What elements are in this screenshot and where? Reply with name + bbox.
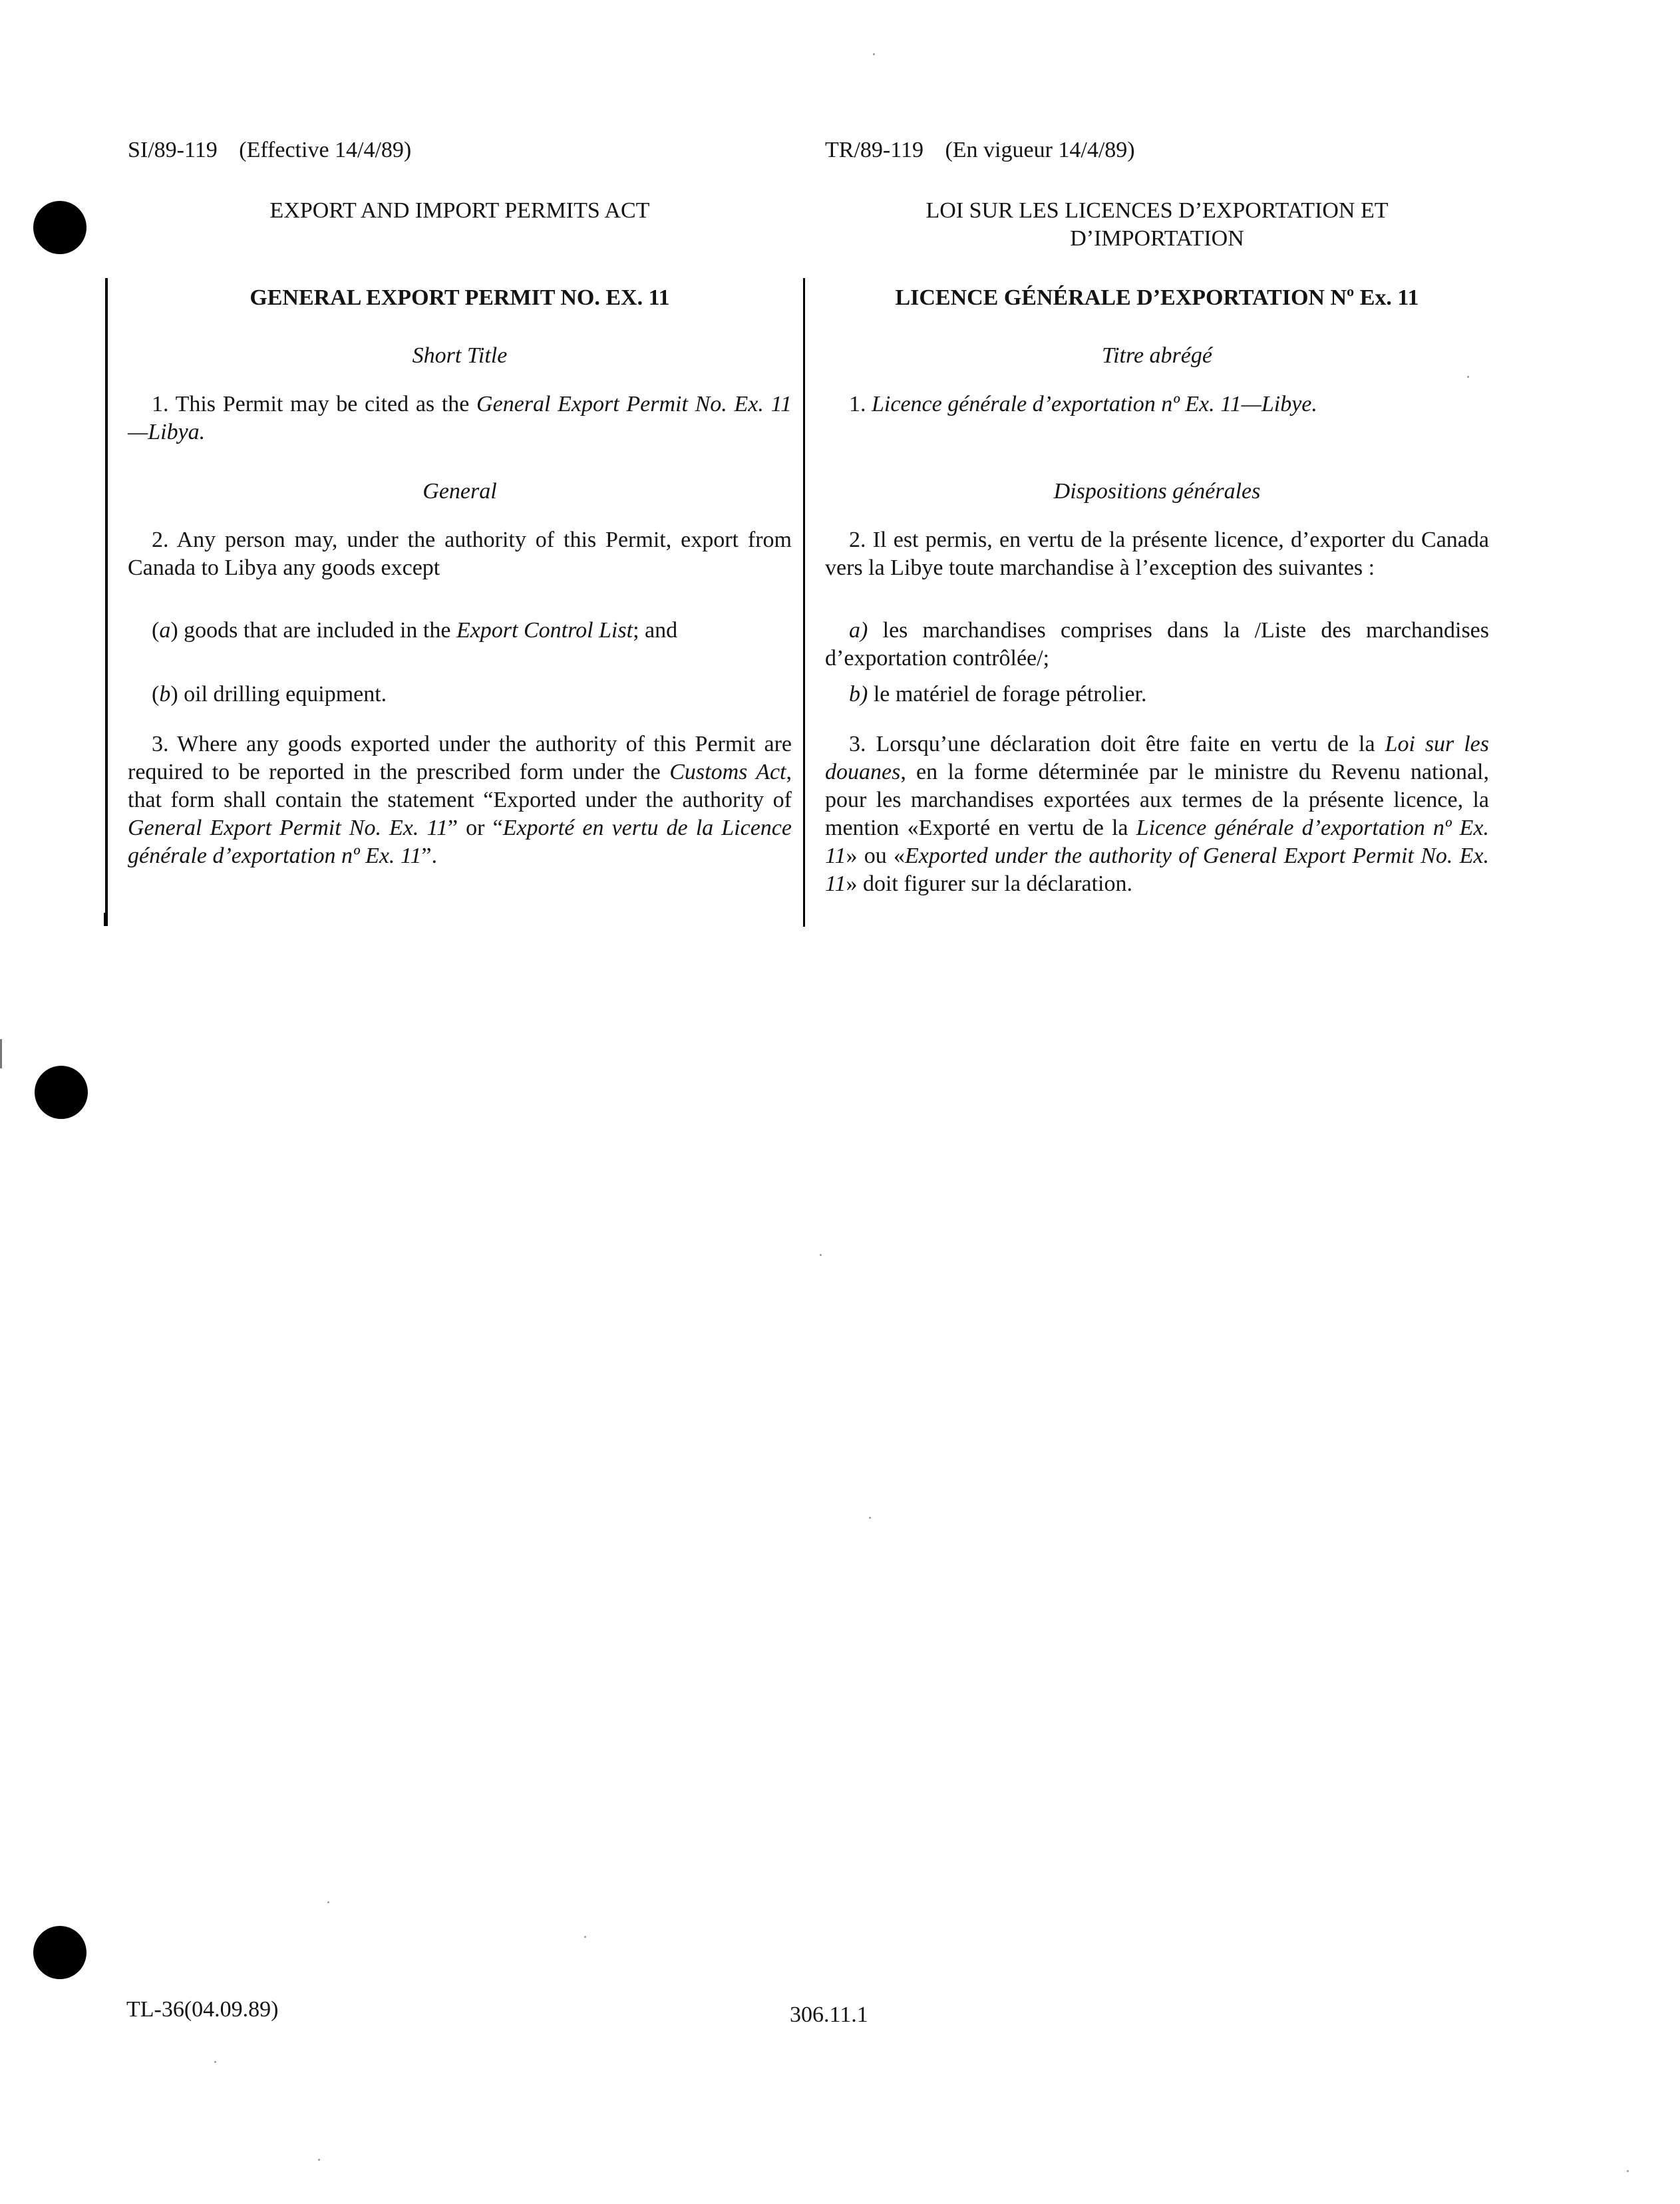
scan-speck (214, 2061, 216, 2063)
scan-speck (1467, 376, 1469, 378)
right-s3-english: Exported under the authority of General Export Permit No. Ex. 11 (825, 844, 1489, 896)
right-section-2b (825, 681, 1489, 708)
right-s1-citation: Licence générale d’exportation nº Ex. 11—Libye. (872, 392, 1317, 416)
left-s2a-list: Export Control List (456, 618, 633, 643)
left-citation: SI/89-119 (128, 138, 218, 162)
right-s2a-label: a) (849, 618, 868, 643)
right-s2b-label: b) (849, 682, 868, 707)
punch-hole-middle (35, 1066, 88, 1119)
left-s2a-text: goods that are included in the (178, 618, 456, 643)
punch-hole-bottom (33, 1926, 86, 1979)
left-section-1 (128, 391, 792, 446)
left-permit-title: GENERAL EXPORT PERMIT NO. EX. 11 (250, 285, 670, 310)
left-s2a-end: ; and (633, 618, 678, 643)
left-general-heading: General (422, 479, 497, 504)
column-divider (803, 278, 805, 927)
right-short-title-heading: Titre abrégé (1102, 343, 1212, 368)
left-s2b-letter: b (159, 682, 171, 707)
left-s3-end: ”. (421, 844, 437, 868)
footer-transmittal: TL-36(04.09.89) (126, 1997, 279, 2022)
right-permit-title: LICENCE GÉNÉRALE D’EXPORTATION Nº Ex. 11 (895, 285, 1419, 310)
right-s3-text-2: , en la forme déterminée par le ministre du Revenu national, pour les marchandises exportées aux termes de la présente licence, la mention «Exporté en vertu de la (825, 760, 1489, 840)
left-section-2a (128, 617, 792, 645)
right-section-2a (825, 617, 1489, 673)
right-citation: TR/89-119 (825, 138, 924, 162)
left-section-2b (128, 681, 792, 708)
left-s2a-letter: a (159, 618, 171, 643)
left-s2b-text: oil drilling equipment. (178, 682, 387, 707)
right-act-title (825, 197, 1489, 253)
left-s3-act: Customs Act (669, 760, 786, 784)
edge-mark (0, 1039, 2, 1068)
left-citation-line (128, 136, 793, 164)
right-section-3 (825, 730, 1489, 898)
punch-hole-top (33, 201, 86, 254)
right-s3-end: » doit figurer sur la déclaration. (846, 871, 1132, 896)
left-s1-text: 1. This Permit may be cited as the (152, 392, 477, 416)
scan-speck (318, 2159, 320, 2161)
right-section-1 (825, 391, 1489, 418)
left-section-2: 2. Any person may, under the authority of this Permit, export from Canada to Libya any goods except (128, 528, 792, 580)
left-change-bar-tick (104, 913, 108, 926)
scan-speck (820, 1254, 822, 1256)
right-act-title-line-1: LOI SUR LES LICENCES D’EXPORTATION ET (925, 198, 1389, 223)
scan-speck (1627, 2170, 1629, 2172)
right-effective-date: (En vigueur 14/4/89) (945, 138, 1135, 162)
footer-page-number: 306.11.1 (790, 2002, 868, 2027)
left-short-title-heading: Short Title (412, 343, 508, 368)
left-change-bar (105, 278, 108, 920)
scan-speck (327, 1901, 329, 1903)
right-s2a-text: les marchandises comprises dans la /Liste des marchandises d’exportation contrôlée/; (825, 618, 1489, 671)
left-s3-text: 3. Where any goods exported under the authority of this Permit are required to be reported in the prescribed form under the (128, 732, 792, 784)
right-s3-licence: Licence générale d’exportation nº Ex. 11 (825, 816, 1489, 868)
right-s3-text: 3. Lorsqu’une déclaration doit être faite en vertu de la (849, 732, 1385, 756)
right-general-heading: Dispositions générales (1053, 479, 1261, 504)
right-s1-number: 1. (849, 392, 872, 416)
right-s3-act: Loi sur les douanes (825, 732, 1490, 784)
scan-speck (869, 1517, 871, 1519)
left-s3-text-2: , that form shall contain the statement “Exported under the authority of (128, 760, 792, 812)
left-s3-permit: General Export Permit No. Ex. 11 (128, 816, 448, 840)
left-s3-french: Exporté en vertu de la Licence générale d’exportation nº Ex. 11 (128, 816, 792, 868)
left-effective-date: (Effective 14/4/89) (239, 138, 412, 162)
left-s2a-label: (a) (152, 618, 178, 643)
right-act-title-line-2: D’IMPORTATION (1070, 226, 1244, 251)
left-act-title: EXPORT AND IMPORT PERMITS ACT (269, 198, 650, 223)
scan-speck (584, 1936, 586, 1938)
left-s3-text-3: ” or “ (447, 816, 503, 840)
scan-speck (873, 53, 875, 55)
left-s2b-label: (b) (152, 682, 178, 707)
right-citation-line (825, 136, 1490, 164)
left-s1-citation: General Export Permit No. Ex. 11—Libya. (128, 392, 792, 444)
right-section-2: 2. Il est permis, en vertu de la présente licence, d’exporter du Canada vers la Libye toute marchandise à l’exception des suivantes : (825, 528, 1489, 580)
left-section-3 (128, 730, 792, 870)
right-s3-text-3: » ou « (846, 844, 906, 868)
right-s2b-text: le matériel de forage pétrolier. (868, 682, 1147, 707)
